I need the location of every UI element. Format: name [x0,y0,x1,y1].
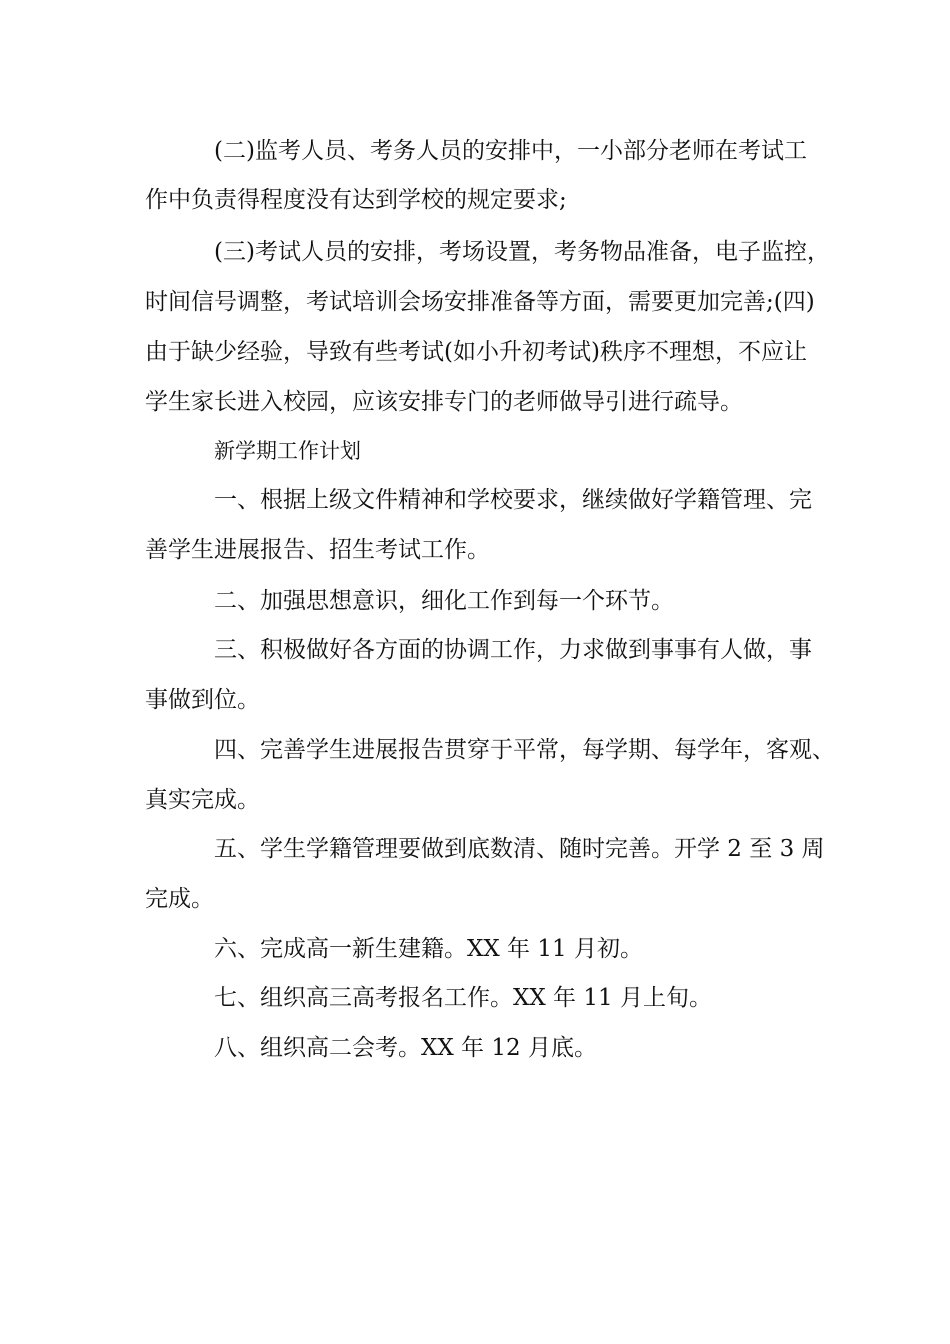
paragraph-line: 三、积极做好各方面的协调工作，力求做到事事有人做，事 [214,637,812,663]
paragraph-line: 完成。 [145,886,214,912]
paragraph-line: 八、组织高二会考。XX 年 12 月底。 [214,1035,597,1061]
paragraph-line: 五、学生学籍管理要做到底数清、随时完善。开学 2 至 3 周 [214,836,825,862]
section-heading: 新学期工作计划 [214,439,361,463]
paragraph-line: 一、根据上级文件精神和学校要求，继续做好学籍管理、完 [214,487,812,513]
paragraph-line: 真实完成。 [145,787,260,813]
paragraph-line: 七、组织高三高考报名工作。XX 年 11 月上旬。 [214,985,712,1011]
paragraph-line: 时间信号调整，考试培训会场安排准备等方面，需要更加完善;(四) [145,289,815,315]
paragraph-line: (二)监考人员、考务人员的安排中，一小部分老师在考试工 [214,138,807,164]
paragraph-line: 善学生进展报告、招生考试工作。 [145,537,490,563]
paragraph-line: 由于缺少经验，导致有些考试(如小升初考试)秩序不理想，不应让 [145,339,807,365]
paragraph-line: 六、完成高一新生建籍。XX 年 11 月初。 [214,936,643,962]
paragraph-line: 学生家长进入校园，应该安排专门的老师做导引进行疏导。 [145,389,743,415]
paragraph-line: 事做到位。 [145,687,260,713]
paragraph-line: 四、完善学生进展报告贯穿于平常，每学期、每学年，客观、 [214,737,835,763]
paragraph-line: 二、加强思想意识，细化工作到每一个环节。 [214,588,674,614]
paragraph-line: 作中负责得程度没有达到学校的规定要求; [145,187,567,213]
paragraph-line: (三)考试人员的安排，考场设置，考务物品准备，电子监控， [214,239,830,265]
